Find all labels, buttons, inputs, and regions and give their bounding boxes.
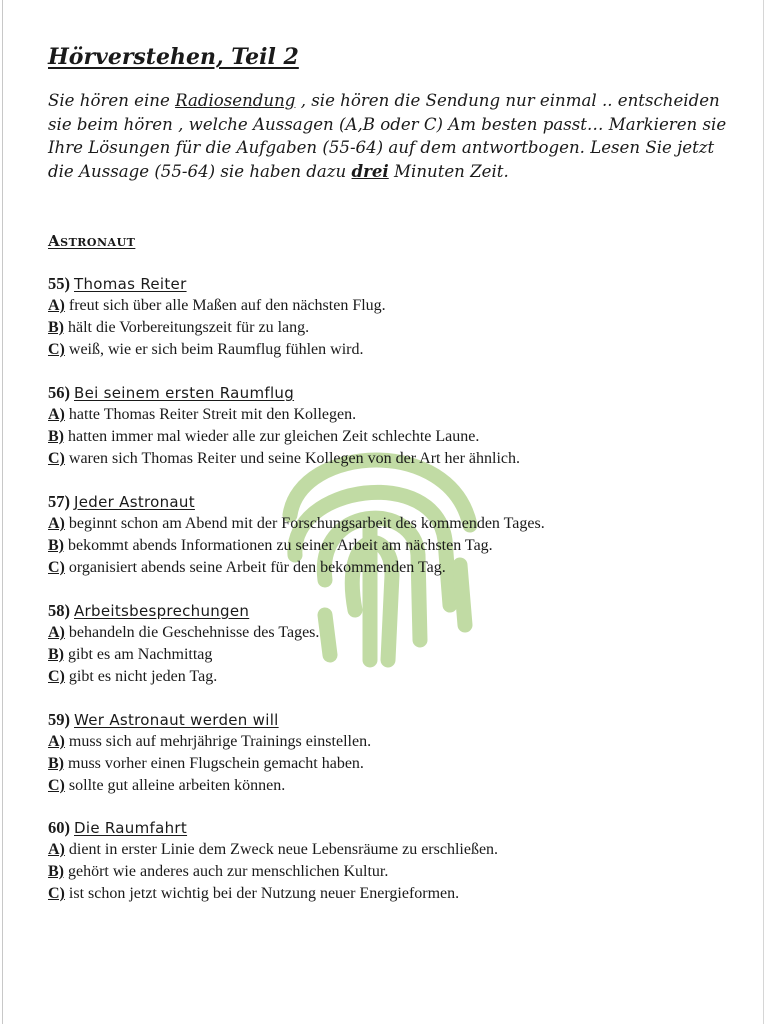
option-c — [48, 883, 738, 905]
option-letter: A) — [48, 297, 65, 314]
question-heading — [48, 600, 738, 622]
question-56 — [48, 382, 738, 470]
option-text: hatte Thomas Reiter Streit mit den Kollegen. — [68, 406, 357, 423]
option-letter: A) — [48, 624, 65, 641]
question-57 — [48, 491, 738, 579]
option-text: organisiert abends seine Arbeit für den bekommenden Tag. — [68, 559, 446, 576]
option-text: beginnt schon am Abend mit der Forschungsarbeit des kommenden Tages. — [68, 515, 545, 532]
option-text: gibt es nicht jeden Tag. — [68, 668, 218, 685]
instructions-underlined-word: Radiosendung — [175, 91, 296, 110]
option-letter: A) — [48, 841, 65, 858]
option-letter: C) — [48, 885, 65, 902]
option-letter: B) — [48, 537, 64, 554]
option-letter: B) — [48, 755, 64, 772]
option-b — [48, 861, 738, 883]
question-heading — [48, 273, 738, 295]
instructions-bold-word: drei — [351, 160, 389, 181]
option-text: freut sich über alle Maßen auf den nächsten Flug. — [68, 297, 386, 314]
option-letter: B) — [48, 319, 64, 336]
option-letter: A) — [48, 406, 65, 423]
instructions-part-2: , sie hören die Sendung nur einmal .. entscheiden sie beim hören , welche Aussagen (A,B oder C) Am besten passt… Markieren sie Ihre Lösungen für die Aufgaben (55-64) auf dem antwortbogen. Lesen Sie jetzt die Aussage (55-64) sie haben dazu — [48, 91, 727, 181]
option-text: sollte gut alleine arbeiten können. — [68, 777, 286, 794]
option-b — [48, 644, 738, 666]
question-text: Die Raumfahrt — [74, 819, 188, 837]
question-text: Wer Astronaut werden will — [74, 711, 279, 729]
question-text: Jeder Astronaut — [74, 493, 195, 511]
question-heading — [48, 817, 738, 839]
option-c — [48, 557, 738, 579]
question-number: 57) — [48, 492, 70, 511]
question-heading — [48, 709, 738, 731]
option-text: gehört wie anderes auch zur menschlichen Kultur. — [68, 863, 389, 880]
option-text: bekommt abends Informationen zu seiner Arbeit am nächsten Tag. — [68, 537, 493, 554]
question-number: 60) — [48, 818, 70, 837]
option-text: gibt es am Nachmittag — [68, 646, 213, 663]
option-text: muss sich auf mehrjährige Trainings einstellen. — [68, 733, 372, 750]
option-text: muss vorher einen Flugschein gemacht haben. — [68, 755, 364, 772]
question-text: Bei seinem ersten Raumflug — [74, 384, 295, 402]
option-text: hält die Vorbereitungszeit für zu lang. — [68, 319, 310, 336]
question-58 — [48, 600, 738, 688]
option-b — [48, 535, 738, 557]
option-text: weiß, wie er sich beim Raumflug fühlen wird. — [68, 341, 364, 358]
question-60 — [48, 817, 738, 905]
option-a — [48, 839, 738, 861]
option-a — [48, 731, 738, 753]
option-letter: B) — [48, 646, 64, 663]
option-text: ist schon jetzt wichtig bei der Nutzung neuer Energieformen. — [68, 885, 460, 902]
question-text: Arbeitsbesprechungen — [74, 602, 250, 620]
option-text: dient in erster Linie dem Zweck neue Lebensräume zu erschließen. — [68, 841, 499, 858]
instructions-paragraph — [48, 89, 728, 183]
question-55 — [48, 273, 738, 361]
option-c — [48, 775, 738, 797]
option-letter: C) — [48, 668, 65, 685]
question-59 — [48, 709, 738, 797]
option-letter: B) — [48, 428, 64, 445]
option-text: hatten immer mal wieder alle zur gleichen Zeit schlechte Laune. — [68, 428, 480, 445]
question-number: 56) — [48, 383, 70, 402]
option-a — [48, 295, 738, 317]
question-heading — [48, 491, 738, 513]
question-number: 59) — [48, 710, 70, 729]
option-letter: C) — [48, 341, 65, 358]
option-text: behandeln die Geschehnisse des Tages. — [68, 624, 320, 641]
option-c — [48, 339, 738, 361]
question-number: 55) — [48, 274, 70, 293]
option-letter: B) — [48, 863, 64, 880]
option-a — [48, 622, 738, 644]
option-letter: A) — [48, 733, 65, 750]
question-heading — [48, 382, 738, 404]
option-b — [48, 317, 738, 339]
instructions-part-3: Minuten Zeit. — [388, 161, 509, 181]
option-letter: C) — [48, 777, 65, 794]
option-a — [48, 404, 738, 426]
option-letter: C) — [48, 559, 65, 576]
question-number: 58) — [48, 601, 70, 620]
section-heading: Astronaut — [48, 232, 136, 250]
instructions-part-1: Sie hören eine — [48, 91, 176, 110]
page-edge-right — [763, 0, 764, 1024]
question-text: Thomas Reiter — [74, 275, 187, 293]
page-edge-left — [2, 0, 3, 1024]
option-letter: A) — [48, 515, 65, 532]
page-title: Hörverstehen, Teil 2 — [48, 44, 299, 70]
option-c — [48, 448, 738, 470]
option-c — [48, 666, 738, 688]
option-b — [48, 753, 738, 775]
option-b — [48, 426, 738, 448]
option-a — [48, 513, 738, 535]
option-text: waren sich Thomas Reiter und seine Kollegen von der Art her ähnlich. — [68, 450, 521, 467]
option-letter: C) — [48, 450, 65, 467]
